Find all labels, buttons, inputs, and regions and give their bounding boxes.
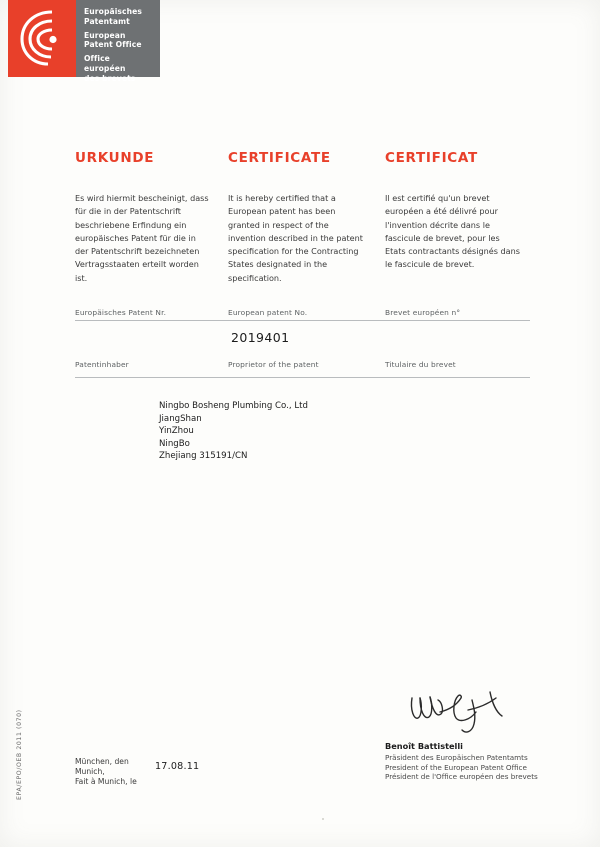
org-name-en-1: European (84, 30, 126, 40)
place-block (75, 757, 137, 788)
proprietor-line-2: JiangShan (159, 413, 202, 424)
label-patent-no-fr: Brevet européen n° (385, 308, 461, 317)
proprietor-line-3: YinZhou (159, 426, 194, 437)
divider-patent-no (75, 320, 530, 321)
fold-mark (322, 818, 324, 820)
label-proprietor-fr: Titulaire du brevet (385, 360, 456, 369)
org-name-de-2: Patentamt (84, 16, 130, 26)
column-body-fr: Il est certifié qu'un brevet européen a été délivré pour l'invention décrite dans le fascicule de brevet, pour les Etats contractants désignés dans le fascicule de brevet. (385, 193, 520, 270)
org-name-en-2: Patent Office (84, 40, 142, 50)
column-title-fr: CERTIFICAT (385, 150, 478, 166)
column-title-en: CERTIFICATE (228, 150, 331, 166)
patent-number-value: 2019401 (231, 330, 290, 345)
label-proprietor-de: Patentinhaber (75, 360, 129, 369)
signature-image (404, 688, 524, 738)
place-line-en: Munich, (75, 767, 105, 777)
place-line-fr: Fait à Munich, le (75, 777, 137, 787)
signatory-name: Benoît Battistelli (385, 741, 463, 751)
proprietor-line-5: Zhejiang 315191/CN (159, 451, 248, 462)
column-body-en: It is hereby certified that a European patent has been granted in respect of the invention described in the patent specification for the Contracting States designated in the specification. (228, 193, 363, 283)
epo-logo-mark-icon (8, 0, 76, 77)
form-code: EPA/EPO/OEB 2011 (070) (16, 709, 23, 800)
proprietor-line-1: Ningbo Bosheng Plumbing Co., Ltd (159, 401, 308, 411)
divider-proprietor (75, 377, 530, 378)
issue-date: 17.08.11 (155, 761, 200, 772)
column-title-de: URKUNDE (75, 150, 155, 166)
column-body-de: Es wird hiermit bescheinigt, dass für die in der Patentschrift beschriebene Erfindung ein europäisches Patent für die in der Patentschrift bezeichneten Vertragsstaaten erteilt worden ist. (75, 193, 209, 283)
label-patent-no-en: European patent No. (228, 308, 308, 317)
proprietor-line-4: NingBo (159, 438, 190, 449)
proprietor-block (159, 400, 308, 463)
signatory-block (385, 741, 538, 782)
label-patent-no-de: Europäisches Patent Nr. (75, 308, 167, 317)
org-name-fr-1: Office européen (84, 54, 126, 73)
org-name-fr-2: des brevets (84, 73, 136, 83)
signatory-title-de: Präsident des Europäischen Patentamts (385, 753, 528, 762)
signatory-title-fr: Président de l'Office européen des brevets (385, 772, 538, 782)
epo-logo (8, 0, 160, 83)
place-line-de: München, den (75, 757, 129, 766)
label-proprietor-en: Proprietor of the patent (228, 360, 319, 369)
signatory-title-en: President of the European Patent Office (385, 762, 527, 772)
org-name-de-1: Europäisches (84, 7, 143, 16)
epo-logo-text (76, 0, 160, 83)
